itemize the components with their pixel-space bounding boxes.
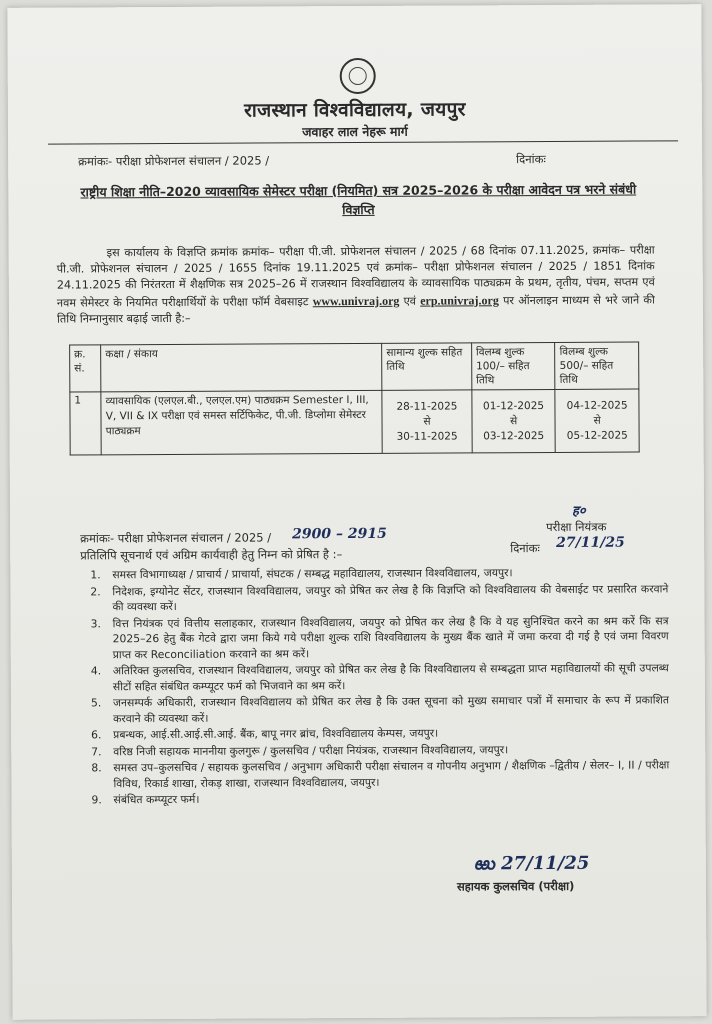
late500-se: से	[593, 414, 601, 427]
second-reference-number: क्रमांकः- परीक्षा प्रोफेशनल संचालन / 2025 /	[80, 530, 272, 546]
late100-to-date: 03-12-2025	[483, 429, 545, 442]
reference-number: क्रमांकः- परीक्षा प्रोफेशनल संचालन / 2025 /	[78, 153, 270, 169]
body-text-1: इस कार्यालय के विज्ञप्ति क्रमांक क्रमांक– परीक्षा पी.जी. प्रोफेशनल संचालन / 2025 / 68 दिनांक 07.11.2025, क्रमांक– परीक्षा पी.जी. प्रोफेशनल संचालन / 2025 / 1655 दिनांक 19.11.2025 एवं क्रमांक– परीक्षा प्रोफेशनल संचालन / 2025 / 1851 दिनांक 24.11.2025 की निरंतरता में शैक्षणिक सत्र 2025–26 में राजस्थान विश्वविद्यालय के व्यावसायिक पाठ्यक्रम के प्रथम, तृतीय, पंचम, सप्तम एवं नवम सेमेस्टर के नियमित परीक्षार्थियों के परीक्षा फॉर्म वेबसाइट	[56, 243, 655, 310]
list-item: 4. अतिरिक्त कुलसचिव, राजस्थान विश्वविद्यालय, जयपुर को प्रेषित कर लेख है कि विश्वविद्यालय से सम्बद्धता प्राप्त महाविद्यालयों की सूची उपलब्ध सीटों सहित संबंधित कम्प्यूटर फर्म को भिजवाने का श्रम करें।	[90, 661, 669, 693]
row-late500-dates	[555, 389, 639, 452]
date-extension-table	[69, 342, 640, 456]
list-item: 7. वरिष्ठ निजी सहायक माननीया कुलगुरू / कुलसचिव / परीक्षा नियंत्रक, राजस्थान विश्वविद्यालय, जयपुर।	[91, 742, 509, 758]
website-link-1[interactable]: www.univraj.org	[312, 293, 400, 308]
controller-title: परीक्षा नियंत्रक	[546, 519, 607, 535]
notice-body	[57, 242, 655, 327]
list-item: 5. जनसम्पर्क अधिकारी, राजस्थान विश्वविद्यालय को प्रेषित कर लेख है कि उक्त सूचना को मुख्य समाचार पत्रों में समाचार के रूप में प्रकाशित करवाने की व्यवस्था करें।	[90, 693, 670, 725]
row-late100-dates	[472, 389, 556, 452]
list-item: 9. संबंधित कम्प्यूटर फर्म।	[91, 792, 200, 807]
controller-initial: ह०	[571, 503, 586, 519]
website-link-2[interactable]: erp.univraj.org	[420, 292, 499, 308]
row-normal-dates	[382, 390, 472, 453]
signatory-designation: सहायक कुलसचिव (परीक्षा)	[456, 878, 575, 894]
late100-from-date: 01-12-2025	[482, 399, 545, 412]
date-label: दिनांकः	[516, 152, 546, 167]
copy-to-line: प्रतिलिपि सूचनार्थ एवं अग्रिम कार्यवाही हेतु निम्न को प्रेषित है :–	[80, 547, 343, 563]
header-normal-fee: सामान्य शुल्क सहित तिथि	[382, 343, 472, 390]
university-address: जवाहर लाल नेहरू मार्ग	[302, 123, 408, 140]
table-header-row	[70, 342, 639, 392]
row-course: व्यावसायिक (एलएल.बी., एलएल.एम) पाठ्यक्रम Semester I, III, V, VII & IX परीक्षा एवं समस्त सर्टिफिकेट, पी.जी. डिप्लोमा सेमेस्टर पाठ्यक्रम	[101, 390, 382, 454]
list-item: 2. निदेशक, इग्योनेट सेंटर, राजस्थान विश्वविद्यालय, जयपुर को प्रेषित कर लेख है कि विज्ञप्ति को विश्वविद्यालय की वेबसाईट पर प्रसारित करवाने की व्यवस्था करें।	[90, 581, 669, 614]
signature-scrawl: ఱు 27/11/25	[473, 852, 590, 875]
header-sno: क्र. सं.	[70, 345, 101, 392]
recipient-list	[90, 564, 669, 809]
list-item: 6. प्रबन्धक, आई.सी.आई.सी.आई. बैंक, बापू नगर ब्रांच, विश्वविद्यालय केम्पस, जयपुर।	[91, 726, 439, 742]
handwritten-date: 27/11/25	[556, 534, 625, 551]
notice-title: राष्ट्रीय शिक्षा नीति–2020 व्यावसायिक सेमेस्टर परीक्षा (नियमित) सत्र 2025–2026 के परीक्षा आवेदन पत्र भरने संबंधी विज्ञप्ति	[80, 181, 637, 218]
table-row	[70, 389, 639, 455]
body-text-3: पर ऑनलाइन माध्यम से भरे जाने की तिथि निम्नानुसार बढ़ाई जाती है:–	[56, 293, 655, 326]
document-page	[7, 4, 706, 1020]
handwritten-reference-number: 2900 – 2915	[292, 525, 387, 543]
university-name: राजस्थान विश्वविद्यालय, जयपुर	[244, 98, 466, 122]
normal-from-date: 28-11-2025	[396, 399, 458, 413]
list-item: 8. समस्त उप–कुलसचिव / सहायक कुलसचिव / अनुभाग अधिकारी परीक्षा संचालन व गोपनीय अनुभाग / शैक्षणिक –द्वितीय / सेलर– I, II / परीक्षा विविध, रिकार्ड शाखा, रोकड़ शाखा, राजस्थान विश्वविद्यालय, जयपुर।	[91, 758, 670, 790]
header-course: कक्षा / संकाय	[101, 343, 382, 391]
late500-from-date: 04-12-2025	[566, 399, 628, 412]
late100-se: से	[510, 414, 518, 427]
list-item: 3. वित्त नियंत्रक एवं वित्तीय सलाहकार, राजस्थान विश्वविद्यालय, जयपुर को प्रेषित कर लेख है कि वे यह सुनिश्चित करने का श्रम करें कि सत्र 2025–26 हेतु बैंक गेटवे द्वारा जमा किये गये परीक्षा शुल्क राशि विश्वविद्यालय के मुख्य बैंक खाते में जमा करवा दी गई है एवं जमा विवरण प्राप्त कर Reconciliation करवाने का श्रम करें।	[90, 613, 669, 661]
row-sno: 1	[70, 392, 102, 455]
list-item: 1. समस्त विभागाध्यक्ष / प्राचार्य / प्राचार्या, संघटक / सम्बद्ध महाविद्यालय, राजस्थान विश्वविद्यालय, जयपुर।	[90, 566, 513, 582]
body-text-2: एवं	[403, 294, 417, 308]
late500-to-date: 05-12-2025	[566, 429, 628, 442]
university-seal-icon	[340, 58, 376, 94]
normal-to-date: 30-11-2025	[396, 429, 458, 443]
header-late-100: विलम्ब शुल्क 100/– सहित तिथि	[471, 342, 555, 389]
normal-se: से	[423, 415, 431, 428]
header-late-500: विलम्ब शुल्क 500/– सहित तिथि	[555, 342, 639, 389]
second-date-label: दिनांकः	[510, 541, 540, 556]
